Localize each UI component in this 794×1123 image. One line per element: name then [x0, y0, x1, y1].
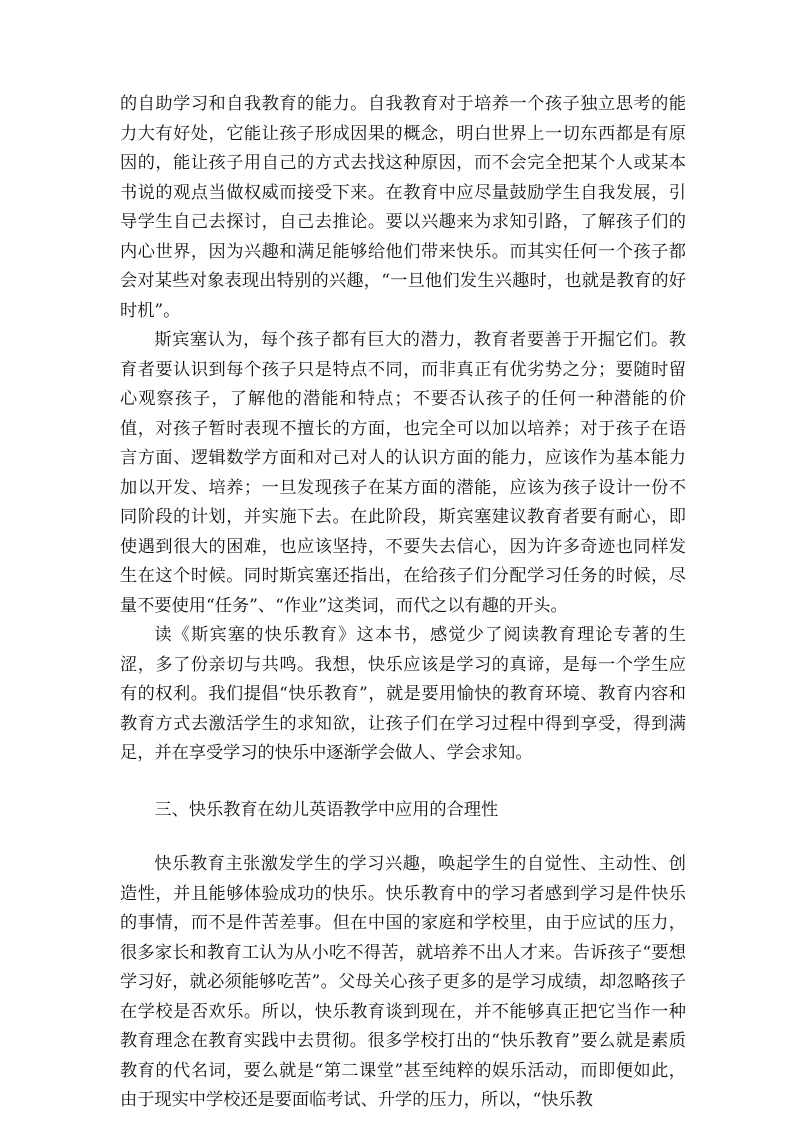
document-page: [120, 90, 686, 1116]
paragraph-self-education: 的自助学习和自我教育的能力。自我教育对于培养一个孩子独立思考的能力大有好处，它能让孩子形成因果的概念，明白世界上一切东西都是有原因的，能让孩子用自己的方式去找这种原因，而不会完全把某个人或某本书说的观点当做权威而接受下来。在教育中应尽量鼓励学生自我发展，引导学生自己去探讨，自己去推论。要以兴趣来为求知引路，了解孩子们的内心世界，因为兴趣和满足能够给他们带来快乐。而其实任何一个孩子都会对某些对象表现出特别的兴趣，“一旦他们发生兴趣时，也就是教育的好时机”。: [120, 94, 686, 321]
section-heading: 三、快乐教育在幼儿英语教学中应用的合理性: [154, 799, 499, 820]
paragraph-spencer-potential: 斯宾塞认为，每个孩子都有巨大的潜力，教育者要善于开掘它们。教育者要认识到每个孩子只是特点不同，而非真正有优劣势之分；要随时留心观察孩子，了解他的潜能和特点；不要否认孩子的任何一种潜能的价值，对孩子暂时表现不擅长的方面，也完全可以加以培养；对于孩子在语言方面、逻辑数学方面和对己对人的认识方面的能力，应该作为基本能力加以开发、培养；一旦发现孩子在某方面的潜能，应该为孩子设计一份不同阶段的计划，并实施下去。在此阶段，斯宾塞建议教育者要有耐心，即使遇到很大的困难，也应该坚持，不要失去信心，因为许多奇迹也同样发生在这个时候。同时斯宾塞还指出，在给孩子们分配学习任务的时候，尽量不要使用“任务”、“作业”这类词，而代之以有趣的开头。: [120, 330, 686, 616]
paragraph-book-reflection: 读《斯宾塞的快乐教育》这本书，感觉少了阅读教育理论专著的生涩，多了份亲切与共鸣。我想，快乐应该是学习的真谛，是每一个学生应有的权利。我们提倡“快乐教育”，就是要用愉快的教育环境、教育内容和教育方式去激活学生的求知欲，让孩子们在学习过程中得到享受，得到满足，并在享受学习的快乐中逐渐学会做人、学会求知。: [120, 625, 686, 763]
paragraph-happy-education: 快乐教育主张激发学生的学习兴趣，唤起学生的自觉性、主动性、创造性，并且能够体验成功的快乐。快乐教育中的学习者感到学习是件快乐的事情，而不是件苦差事。但在中国的家庭和学校里，由于应试的压力，很多家长和教育工认为从小吃不得苦，就培养不出人才来。告诉孩子“要想学习好，就必须能够吃苦”。父母关心孩子更多的是学习成绩，却忽略孩子在学校是否欢乐。所以，快乐教育谈到现在，并不能够真正把它当作一种教育理念在教育实践中去贯彻。很多学校打出的“快乐教育”要么就是素质教育的代名词，要么就是“第二课堂”甚至纯粹的娱乐活动，而即便如此，由于现实中学校还是要面临考试、升学的压力，所以，“快乐教: [120, 854, 686, 1110]
